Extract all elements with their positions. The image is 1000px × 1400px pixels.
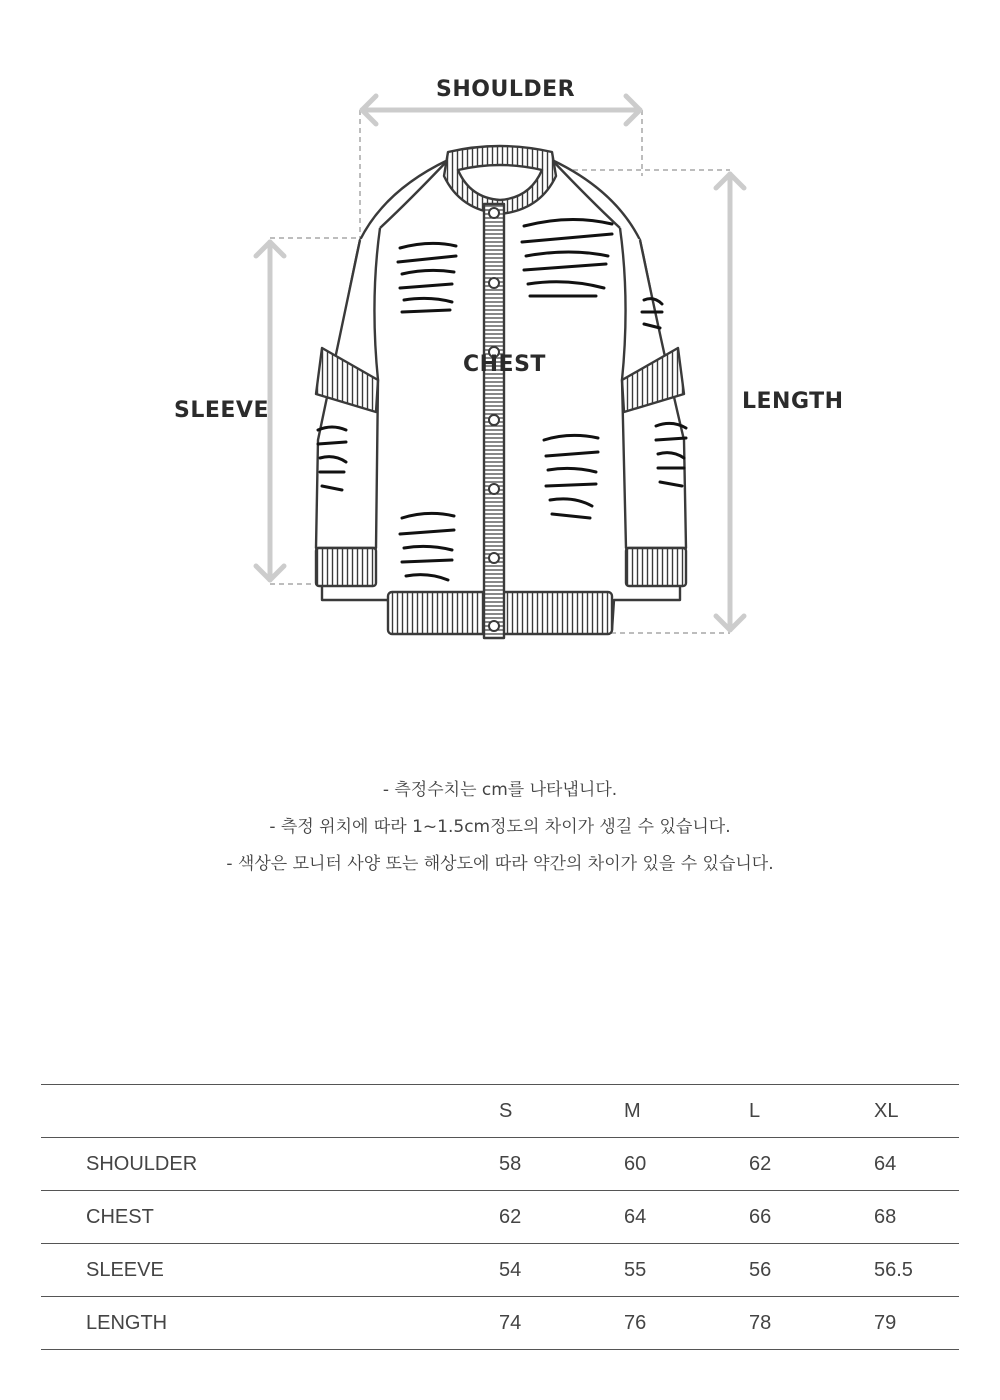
table-cell: 56.5: [874, 1258, 913, 1281]
length-label: LENGTH: [742, 389, 844, 414]
table-cell: 56: [749, 1258, 772, 1281]
note-line: - 색상은 모니터 사양 또는 해상도에 따라 약간의 차이가 있을 수 있습니다.: [226, 854, 774, 874]
table-cell: 76: [624, 1311, 647, 1334]
shoulder-label: SHOULDER: [436, 77, 576, 102]
measurement-notes: [0, 772, 1000, 883]
table-cell: 78: [749, 1311, 772, 1334]
table-cell: 62: [499, 1205, 522, 1228]
left-cuff: [316, 548, 376, 586]
cardigan-illustration: [316, 146, 686, 638]
header-cell-l: L: [749, 1099, 761, 1122]
header-cell: [41, 1085, 499, 1138]
table-cell: 66: [749, 1205, 772, 1228]
table-row: [41, 1138, 959, 1191]
table-row: [41, 1191, 959, 1244]
table-cell: 64: [874, 1152, 897, 1175]
table-cell: 68: [874, 1205, 897, 1228]
table-header-row: [41, 1085, 959, 1138]
table-cell: 55: [624, 1258, 647, 1281]
row-label: SLEEVE: [86, 1258, 164, 1281]
row-label: LENGTH: [86, 1311, 168, 1334]
header-cell-xl: XL: [874, 1099, 899, 1122]
table-cell: 64: [624, 1205, 647, 1228]
row-label: SHOULDER: [86, 1152, 198, 1175]
table-row: [41, 1297, 959, 1350]
table-cell: 62: [749, 1152, 772, 1175]
header-cell-s: S: [499, 1099, 513, 1122]
right-cuff: [626, 548, 686, 586]
size-table: [41, 1084, 959, 1350]
length-arrow: [716, 174, 744, 630]
table-cell: 74: [499, 1311, 522, 1334]
table-cell: 60: [624, 1152, 647, 1175]
table-row: [41, 1244, 959, 1297]
sleeve-label: SLEEVE: [174, 398, 269, 423]
chest-label: CHEST: [463, 352, 546, 377]
note-line: - 측정 위치에 따라 1~1.5cm정도의 차이가 생길 수 있습니다.: [269, 817, 731, 837]
header-cell-m: M: [624, 1099, 641, 1122]
table-cell: 58: [499, 1152, 522, 1175]
table-cell: 79: [874, 1311, 897, 1334]
note-line: - 측정수치는 cm를 나타냅니다.: [382, 780, 618, 800]
row-label: CHEST: [86, 1205, 154, 1228]
table-cell: 54: [499, 1258, 522, 1281]
